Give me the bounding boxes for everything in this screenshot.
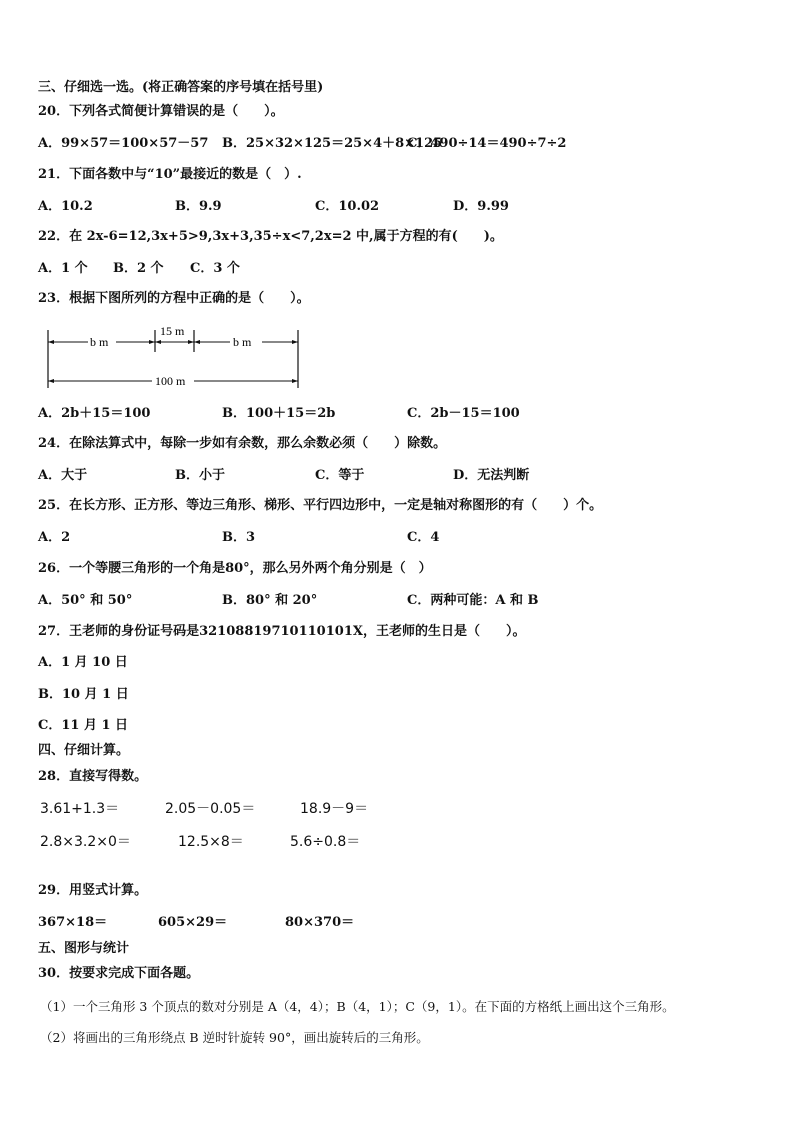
q23-option-a: A．2b＋15＝100 [38, 406, 151, 421]
q28-item: 12.5×8＝ [178, 834, 244, 850]
q27-stem: 27．王老师的身份证号码是32108819710110101X，王老师的生日是（ ）。 [38, 624, 526, 639]
q28-stem: 28．直接写得数。 [38, 769, 148, 784]
segment-mid-label: 15 m [160, 324, 185, 338]
q23-option-b: B．100＋15＝2b [222, 406, 336, 421]
q29-stem: 29．用竖式计算。 [38, 883, 148, 898]
q20-option-a: A．99×57＝100×57－57 [38, 136, 209, 151]
q21-stem: 21．下面各数中与“10”最接近的数是（ ）. [38, 167, 302, 182]
q20-option-c: C．490÷14＝490÷7÷2 [407, 136, 567, 151]
q30-part-1: （1）一个三角形 3 个顶点的数对分别是 A（4，4）；B（4，1）；C（9，1）。在下面的方格纸上画出这个三角形。 [40, 999, 675, 1014]
q23-stem: 23．根据下图所列的方程中正确的是（ ）。 [38, 291, 310, 306]
q23-option-c: C．2b－15＝100 [407, 406, 520, 421]
q25-option-c: C．4 [407, 530, 440, 545]
q24-option-a: A．大于 [38, 468, 88, 483]
section-3-heading: 三、仔细选一选。(将正确答案的序号填在括号里) [38, 80, 324, 95]
segment-left-label: b m [90, 335, 109, 349]
q22-option-a: A．1 个 [38, 261, 88, 276]
q25-option-a: A．2 [38, 530, 71, 545]
q28-item: 18.9－9＝ [300, 801, 369, 817]
q30-part-2: （2）将画出的三角形绕点 B 逆时针旋转 90°，画出旋转后的三角形。 [40, 1030, 429, 1045]
q21-option-c: C．10.02 [315, 199, 380, 214]
segment-total-label: 100 m [155, 374, 186, 388]
q29-item: 605×29＝ [158, 915, 228, 930]
q30-stem: 30．按要求完成下面各题。 [38, 966, 200, 981]
q24-option-b: B．小于 [175, 468, 225, 483]
q26-stem: 26．一个等腰三角形的一个角是80°，那么另外两个角分别是（ ） [38, 561, 432, 576]
q22-stem: 22．在 2x-6=12,3x+5>9,3x+3,35÷x<7,2x=2 中,属于方程的有( )。 [38, 229, 503, 244]
q26-option-a: A．50° 和 50° [38, 593, 133, 608]
q27-option-c: C．11 月 1 日 [38, 718, 129, 733]
q22-option-b: B．2 个 [113, 261, 164, 276]
q28-item: 2.8×3.2×0＝ [40, 834, 131, 850]
q25-stem: 25．在长方形、正方形、等边三角形、梯形、平行四边形中，一定是轴对称图形的有（ ）个。 [38, 498, 603, 513]
q22-option-c: C．3 个 [190, 261, 240, 276]
q29-item: 80×370＝ [285, 915, 355, 930]
q29-item: 367×18＝ [38, 915, 108, 930]
q26-option-c: C．两种可能：A 和 B [407, 593, 539, 608]
q24-option-c: C．等于 [315, 468, 365, 483]
q26-option-b: B．80° 和 20° [222, 593, 318, 608]
q25-option-b: B．3 [222, 530, 256, 545]
q28-item: 3.61+1.3＝ [40, 801, 120, 817]
section-4-heading: 四、仔细计算。 [38, 743, 130, 758]
q21-option-d: D．9.99 [453, 199, 509, 214]
q28-item: 2.05－0.05＝ [165, 801, 256, 817]
segment-diagram [40, 322, 305, 390]
q24-option-d: D．无法判断 [453, 468, 530, 483]
q28-item: 5.6÷0.8＝ [290, 834, 361, 850]
segment-right-label: b m [233, 335, 252, 349]
q27-option-b: B．10 月 1 日 [38, 687, 129, 702]
q21-option-b: B．9.9 [175, 199, 222, 214]
section-5-heading: 五、图形与统计 [38, 941, 130, 956]
q21-option-a: A．10.2 [38, 199, 93, 214]
q27-option-a: A．1 月 10 日 [38, 655, 128, 670]
q24-stem: 24．在除法算式中，每除一步如有余数，那么余数必须（ ）除数。 [38, 436, 447, 451]
q20-stem: 20．下列各式简便计算错误的是（ ）。 [38, 104, 284, 119]
q20-option-b: B．25×32×125＝25×4＋8×125 [222, 136, 443, 151]
